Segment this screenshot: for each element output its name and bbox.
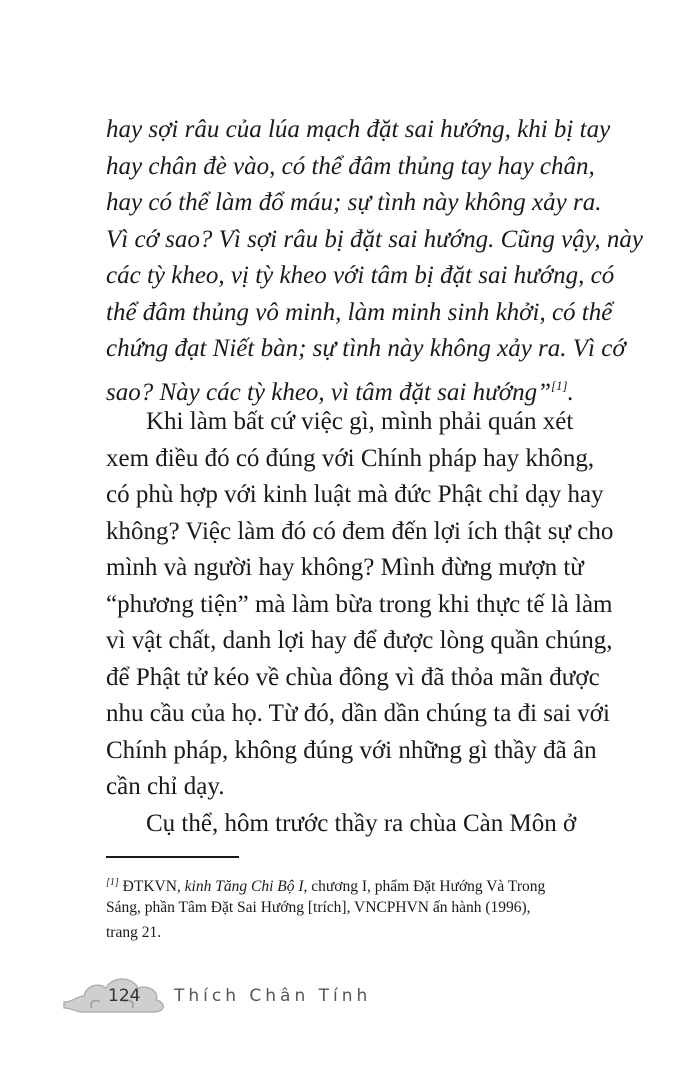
quote-last-line <box>106 368 606 405</box>
quote-line: chứng đạt Niết bàn; sự tình này không xảy ra. Vì cớ <box>106 335 626 362</box>
quote-line: các tỳ kheo, vị tỳ kheo với tâm bị đặt sai hướng, có <box>106 262 615 289</box>
quote-line: thể đâm thủng vô minh, làm minh sinh khởi, có thể <box>106 298 613 326</box>
footnote-line: Sáng, phần Tâm Đặt Sai Hướng [trích], VNCPHVN ấn hành (1996), <box>106 899 531 916</box>
body-text <box>106 112 643 842</box>
footnote-line: trang 21. <box>106 924 162 941</box>
paragraph-line: Cụ thể, hôm trước thầy ra chùa Càn Môn ở <box>146 809 577 837</box>
paragraph-line: “phương tiện” mà làm bừa trong khi thực tế là làm <box>106 590 613 618</box>
paragraph-line: không? Việc làm đó có đem đến lợi ích thật sự cho <box>106 517 614 545</box>
footnote-line <box>106 870 606 895</box>
quote-line: hay có thể làm đổ máu; sự tình này không xảy ra. <box>106 189 602 216</box>
page-number: 124 <box>108 986 141 1006</box>
page-footer <box>62 968 402 1028</box>
paragraph-line: Khi làm bất cứ việc gì, mình phải quán xét <box>146 408 574 435</box>
footnote-reference[interactable]: [1] <box>550 377 568 393</box>
quote-line-text: sao? Này các tỳ kheo, vì tâm đặt sai hướng” <box>106 378 551 406</box>
paragraph-line: cần chỉ dạy. <box>106 773 225 800</box>
footnote-book-title: kinh Tăng Chi Bộ I <box>184 878 304 895</box>
quote-end: . <box>567 378 574 406</box>
quote-line: hay chân đè vào, có thể đâm thủng tay hay chân, <box>106 152 595 180</box>
paragraph-line: để Phật tử kéo về chùa đông vì đã thỏa mãn được <box>106 663 600 691</box>
paragraph-line: xem điều đó có đúng với Chính pháp hay không, <box>106 444 595 472</box>
quote-line: hay sợi râu của lúa mạch đặt sai hướng, khi bị tay <box>106 116 611 143</box>
footnote-divider <box>106 856 239 858</box>
paragraph-line: mình và người hay không? Mình đừng mượn từ <box>106 554 584 581</box>
footnote <box>106 870 606 945</box>
quote-line: Vì cớ sao? Vì sợi râu bị đặt sai hướng. Cũng vậy, này <box>106 225 643 253</box>
paragraph-line: nhu cầu của họ. Từ đó, dần dần chúng ta đi sai với <box>106 700 610 727</box>
paragraph-line: có phù hợp với kinh luật mà đức Phật chỉ dạy hay <box>106 481 604 508</box>
paragraph-line: Chính pháp, không đúng với những gì thầy đã ân <box>106 736 597 764</box>
paragraph-line: vì vật chất, danh lợi hay để được lòng quần chúng, <box>106 627 613 654</box>
footnote-text: ĐTKVN, <box>118 878 185 895</box>
author-name: Thích Chân Tính <box>174 986 372 1006</box>
footnote-marker: [1] <box>106 877 119 888</box>
footnote-text: , chương I, phẩm Đặt Hướng Và Trong <box>303 878 546 895</box>
